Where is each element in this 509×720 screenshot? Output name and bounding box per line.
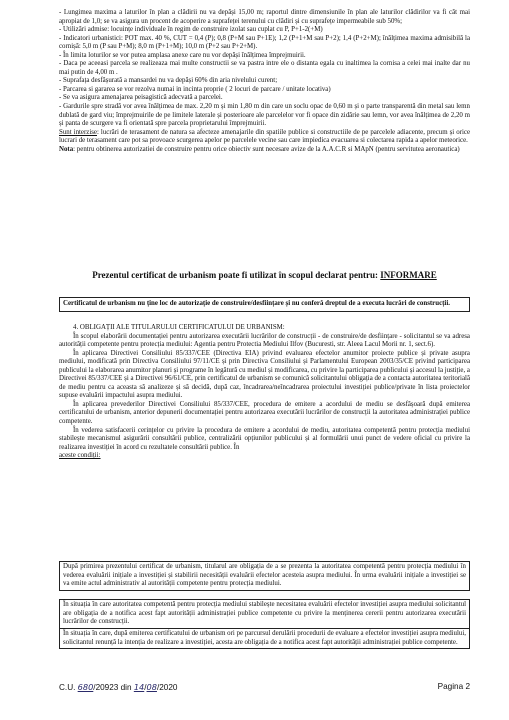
headline-purpose: INFORMARE [380, 270, 437, 280]
step-text: În situația în care autoritatea competentă pentru protecția mediului stabilește necesitatea evaluării efectelor investiției asupra mediului solicitantul are obligația de a notifica acest fapt autorității administrației publice competente cu privire la menținerea cererii pentru autorizarea executării lucrărilor de construcții. [63, 601, 466, 625]
regulation-line: - Parcarea si gararea se vor rezolva numai in incinta proprie ( 2 locuri de parcare / unitate locativa) [59, 85, 331, 93]
regulation-line: - Indicatori urbanistici: POT max. 40 %, CUT = 0,4 (P); 0,8 (P+M sau P+1E); 1,2 (P+1+M sau P+2); 1,4 (P+2+M); înălțimea maxima admisibilă la cornișă: 5,0 m (P sau P+M); 8,0 m (P+1+M); 10,0 m (P+2 sau P+2+M). [59, 34, 470, 51]
nota-paragraph [59, 146, 470, 155]
regulation-line: - Utilizări admise: locuințe individuale în regim de construire izolat sau cuplat cu P, P+1-2(+M) [59, 26, 323, 34]
regulation-line: - Se va asigura amenajarea peisagistică adecvată a parcelei. [59, 94, 223, 102]
regulation-line: - În limita loturilor se vor putea amplasa anexe care nu vor depăși înălțimea împrejmuirii. [59, 51, 306, 59]
regulation-line: - Lungimea maxima a laturilor în plan a clădirii nu va depăși 15,00 m; raportul dintre dimensiunile în plan ale laturilor clădirilor va fi cât mai apropiat de 1,0; se va asigura un procent de acoperire a suprafeței terenului cu clădiri și cu suprafețe impermeabile sub 50%; [59, 9, 470, 25]
nota-label: Nota [59, 145, 74, 153]
headline-prefix: Prezentul certificat de urbanism poate fi utilizat în scopul declarat pentru: [92, 270, 379, 280]
section-4-title: 4. OBLIGAȚII ALE TITULARULUI CERTIFICATULUI DE URBANISM: [73, 324, 285, 331]
section-4-paragraph: În aplicarea prevederilor Directivei Consiliului 85/337/CEE, procedura de emitere a acordului de mediu se desfășoară după emiterea certificatului de urbanism, anterior depunerii documentației pentru autorizarea executării lucrărilor de construcții la autoritatea administrației publice competente. [59, 400, 470, 426]
step-text: După primirea prezentului certificat de urbanism, titularul are obligația de a se prezenta la autoritatea competentă pentru protecția mediului în vederea evaluării inițiale a investiției și stabilirii necesității evaluării efectelor acesteia asupra mediului. În urma evaluării inițiale a investiției se va emite actul administrativ al autorității competente pentru protecția mediului. [63, 563, 466, 587]
regulation-line: - Suprafața desfășurată a mansardei nu va depăși 60% din aria nivelului curent; [59, 77, 278, 85]
interzise-paragraph [59, 129, 470, 146]
section-4-paragraph: În vederea satisfacerii cerințelor cu privire la procedura de emitere a acordului de mediu, autoritatea competentă pentru protecția mediului stabilește mecanismul asigurării consultării publice, centralizării opțiunilor publicului și al formulării unui punct de vedere oficial cu privire la realizarea investiției în acord cu rezultatele consultării publice. În [59, 426, 470, 451]
regulation-line: - Gardurile spre stradă vor avea înălțimea de max. 2,20 m și min 1,80 m din care un soclu opac de 0,60 m și o parte transparentă din metal sau lemn dublată de gard viu; împrejmuirile de pe limitele laterale și posterioare ale parcelelor vor fi opace din zidărie sau lemn, vor avea înălțimea de 2,20 m și panta de scurgere va fi orientată spre parcela proprietarului împrejmuirii. [59, 103, 470, 128]
nota-text: : pentru obtinerea autorizatiei de construire pentru orice obiectiv sunt necesare avize de la A.A.C.R si MApN (pentru servitutea aeronautica) [73, 145, 460, 153]
cu-number: 680 [77, 682, 94, 692]
steps-box-3 [59, 628, 470, 649]
steps-box-2 [59, 599, 470, 629]
cu-middle: /20923 din [93, 683, 132, 692]
cu-month: 08 [146, 682, 157, 692]
interzise-label: Sunt interzise [59, 128, 97, 136]
section-4-tail-text: aceste condiții: [59, 452, 101, 460]
regulation-line: - Daca pe aceeasi parcela se realizeaza mai multe constructii se va pastra intre ele o distanta egala cu inaltimea la cornisa a celei mai inalte dar nu mai putin de 4,00 m . [59, 60, 470, 76]
cu-day: 14 [133, 682, 145, 692]
regulations-block [59, 9, 470, 154]
notice-text: Certificatul de urbanism nu ține loc de autorizație de construire/desființare și nu conferă dreptul de a executa lucrări de construcții. [63, 300, 450, 307]
certificate-reference: C.U. 680/20923 din 14/08/2020 [59, 682, 178, 692]
section-4-tail [59, 452, 470, 461]
page-number: Pagina 2 [437, 682, 470, 691]
section-4 [59, 324, 470, 461]
interzise-text: : lucrări de terasament de natura sa afecteze amenajarile din spatiile publice si constructiile de pe parcelele adiacente, precum și orice lucrari de terasament care pot sa provoace scurgerea apelor pe parcelele vecine sau care impiedica evacuarea si colectarea rapida a apelor meteorice. [59, 128, 471, 145]
purpose-headline [59, 270, 470, 281]
notice-box [59, 297, 470, 312]
section-4-paragraph: În aplicarea Directivei Consiliului 85/337/CEE (Directiva EIA) privind evaluarea efectelor anumitor proiecte publice și private asupra mediului, modificată prin Directiva Consiliului 97/11/CE și prin Directiva Consiliului și Parlamentului European 2003/35/CE privind participarea publicului la elaborarea anumitor planuri și programe în legătură cu mediul și modificarea, cu privire la participarea publicului și accesul la justiție, a Directivei 85/337/CEE și a Directivei 96/61/CE, prin certificatul de urbanism se comunică solicitantului obligația de a contacta autoritatea teritorială de mediu pentru ca aceasta să analizeze și să decidă, după caz, încadrarea/neîncadrarea proiectului investiției publice/private în lista proiectelor supuse evaluării impactului asupra mediului. [59, 349, 470, 400]
cu-prefix: C.U. [59, 683, 76, 692]
step-text: În situația în care, după emiterea certificatului de urbanism ori pe parcursul derulării procedurii de evaluare a efectelor investiției asupra mediului, solicitantul renunță la intenția de realizare a investiției, acesta are obligația de a notifica acest fapt autorității administrației publice competente. [63, 630, 466, 646]
section-4-paragraph: În scopul elaborării documentației pentru autorizarea executării lucrărilor de construcții - de construire/de desființare - solicitantul se va adresa autorității competente pentru protecția mediului: Agentia pentru Protectia Mediului Ilfov (Bucuresti, str. Aleea Lacul Morii nr. 1, sect.6). [59, 332, 470, 349]
cu-year: /2020 [156, 683, 178, 692]
steps-box-1 [59, 561, 470, 591]
